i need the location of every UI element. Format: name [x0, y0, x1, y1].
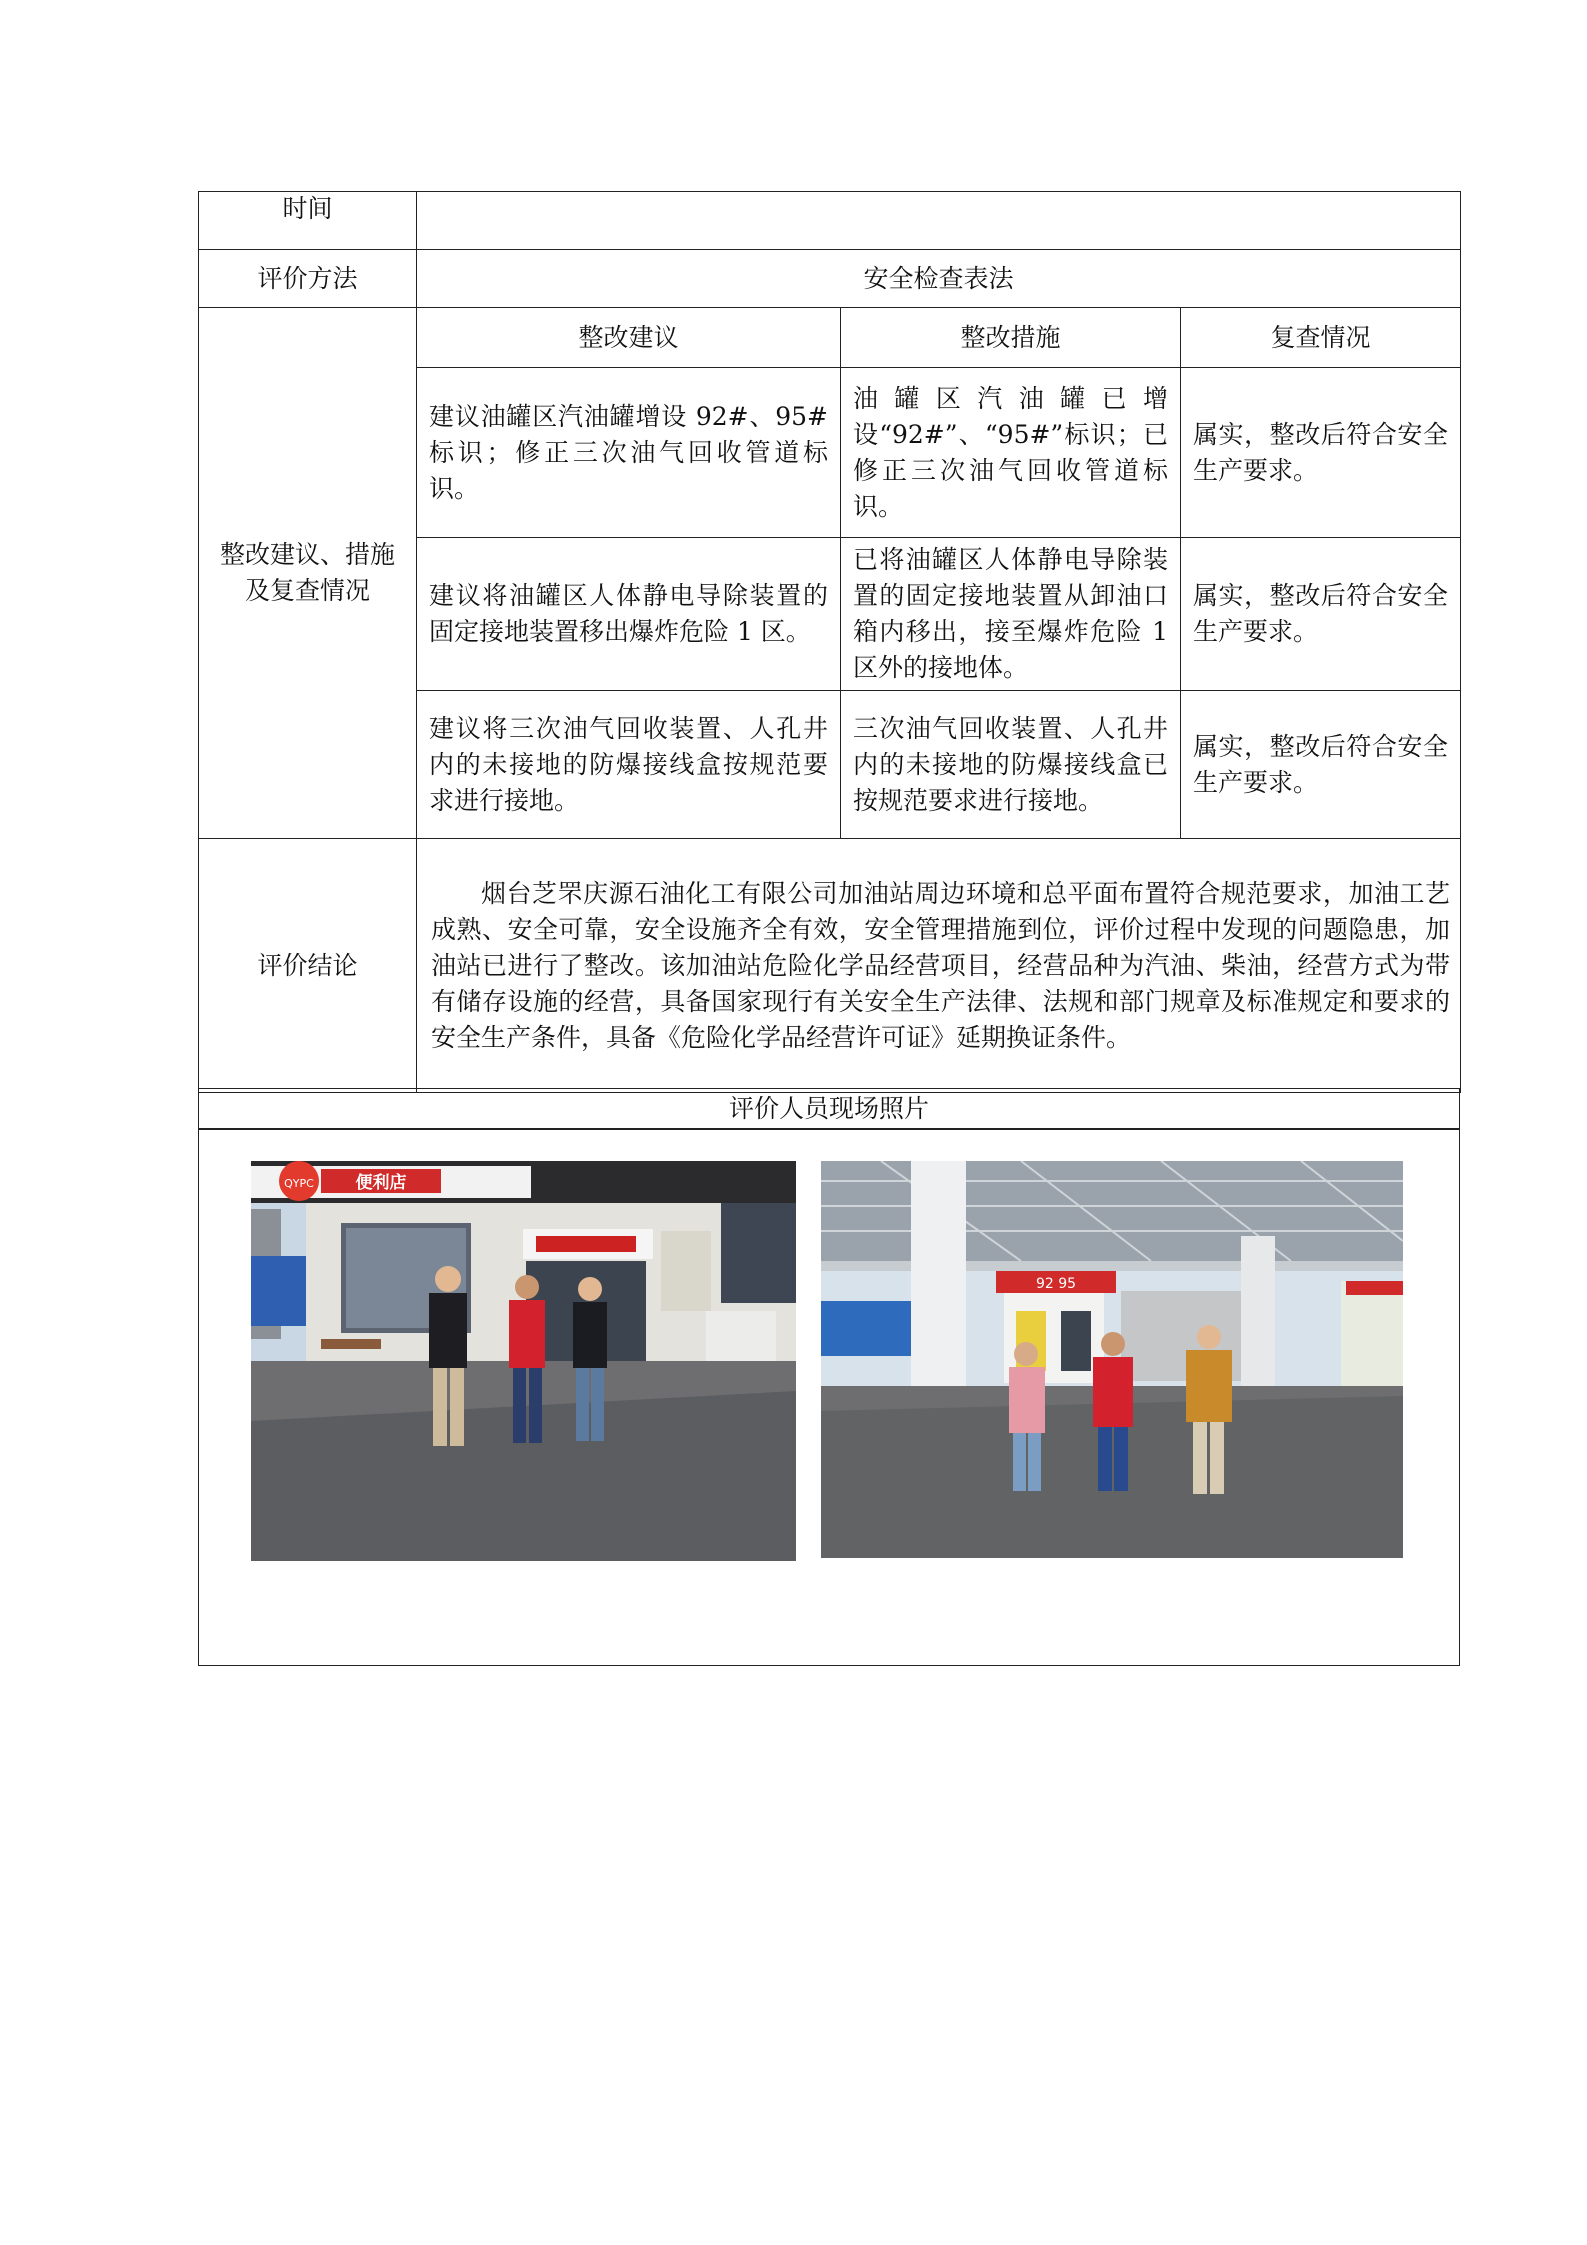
review-cell: 属实，整改后符合安全生产要求。: [1181, 538, 1461, 691]
site-photo-canopy-image: [821, 1161, 1403, 1558]
evaluation-table: [198, 191, 1461, 1093]
method-value: 安全检查表法: [417, 250, 1461, 308]
conclusion-cell: [417, 839, 1461, 1093]
site-photo-canopy: [821, 1161, 1403, 1558]
site-photo-store-image: [251, 1161, 796, 1561]
measure-cell: 三次油气回收装置、人孔井内的未接地的防爆接线盒已按规范要求进行接地。: [841, 691, 1181, 839]
review-cell: 属实，整改后符合安全生产要求。: [1181, 691, 1461, 839]
review-cell: 属实，整改后符合安全生产要求。: [1181, 368, 1461, 538]
photo-section: [198, 1128, 1460, 1666]
rectification-label: 整改建议、措施及复查情况: [199, 308, 417, 839]
method-label: 评价方法: [199, 250, 417, 308]
logo-text: QYPC: [284, 1177, 314, 1190]
measure-cell: 已将油罐区人体静电导除装置的固定接地装置从卸油口箱内移出，接至爆炸危险 1 区外的接地体。: [841, 538, 1181, 691]
suggestion-cell: 建议油罐区汽油罐增设 92#、95#标识；修正三次油气回收管道标识。: [417, 368, 841, 538]
conclusion-label: 评价结论: [199, 839, 417, 1093]
time-row: [199, 192, 1461, 250]
header-suggestion: 整改建议: [417, 308, 841, 368]
site-photo-store: [251, 1161, 796, 1561]
document-page: [198, 191, 1460, 1093]
method-row: [199, 250, 1461, 308]
store-sign-text: 便利店: [355, 1173, 407, 1193]
suggestion-cell: 建议将三次油气回收装置、人孔井内的未接地的防爆接线盒按规范要求进行接地。: [417, 691, 841, 839]
conclusion-row: [199, 839, 1461, 1093]
header-measure: 整改措施: [841, 308, 1181, 368]
conclusion-text: 烟台芝罘庆源石油化工有限公司加油站周边环境和总平面布置符合规范要求，加油工艺成熟、安全可靠，安全设施齐全有效，安全管理措施到位，评价过程中发现的问题隐患，加油站已进行了整改。该加油站危险化学品经营项目，经营品种为汽油、柴油，经营方式为带有储存设施的经营，具备国家现行有关安全生产法律、法规和部门规章及标准规定和要求的安全生产条件，具备《危险化学品经营许可证》延期换证条件。: [431, 878, 1450, 1052]
time-value: [417, 192, 1461, 250]
rectification-header-row: [199, 308, 1461, 368]
suggestion-cell: 建议将油罐区人体静电导除装置的固定接地装置移出爆炸危险 1 区。: [417, 538, 841, 691]
time-label: 时间: [199, 192, 417, 250]
header-review: 复查情况: [1181, 308, 1461, 368]
measure-cell: 油罐区汽油罐已增设“92#”、“95#”标识；已修正三次油气回收管道标识。: [841, 368, 1181, 538]
pump-price-text: 92 95: [1035, 1276, 1077, 1292]
photo-section-heading: 评价人员现场照片: [198, 1088, 1460, 1130]
